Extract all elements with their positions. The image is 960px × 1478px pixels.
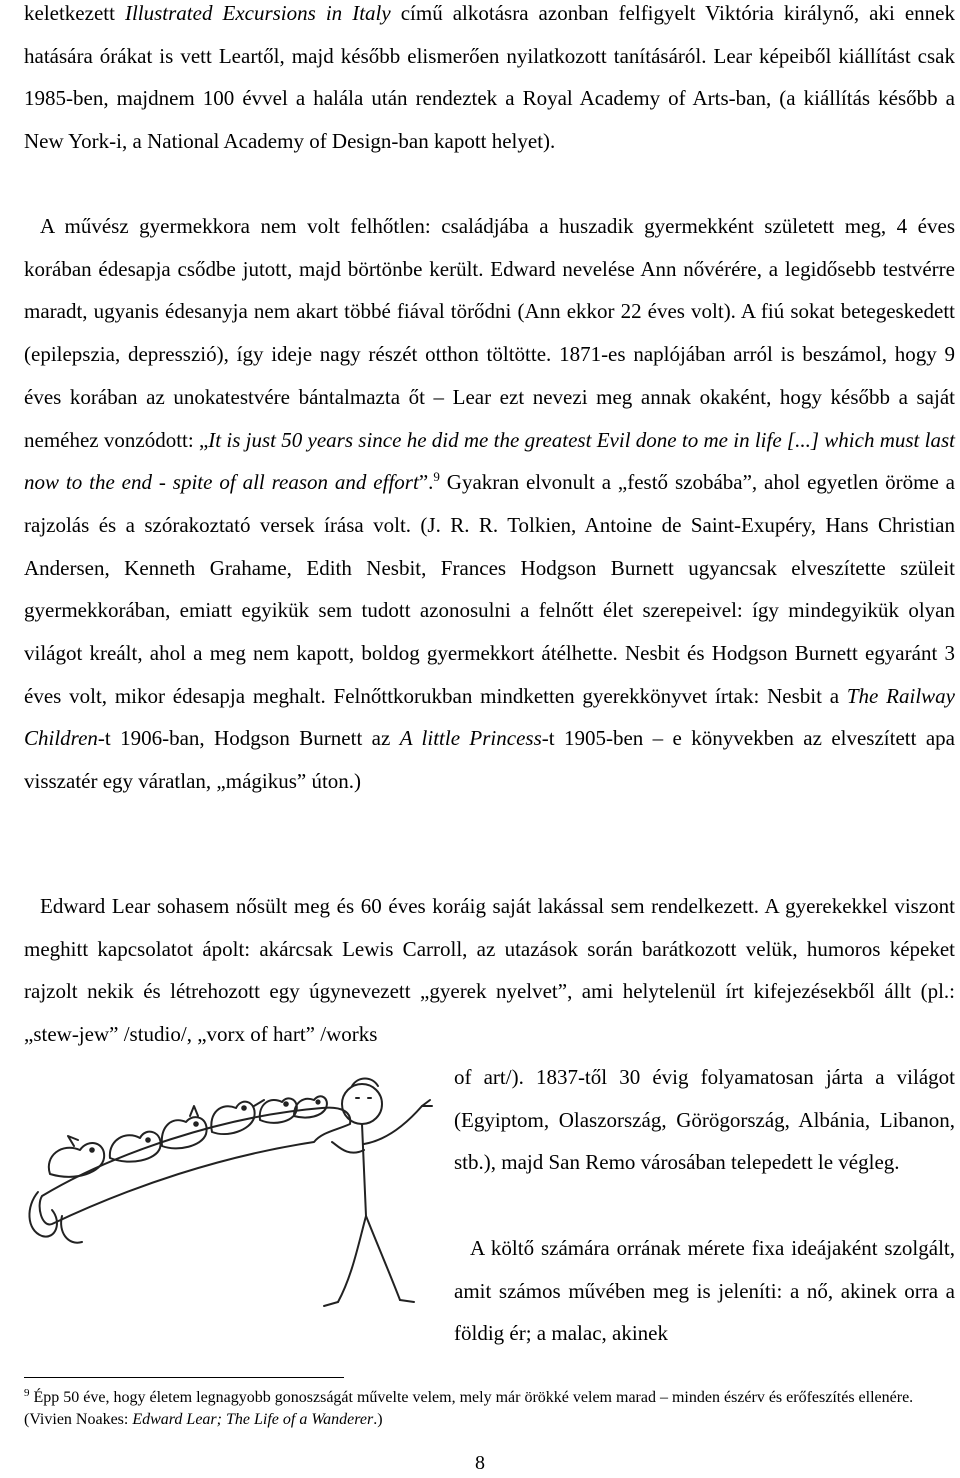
book-title-italic: Illustrated Excursions in Italy [124, 1, 391, 25]
quote-close: ”. [418, 470, 434, 495]
p2-text-c: -t 1906-ban, Hodgson Burnett az [97, 726, 400, 751]
footnote-text: Épp 50 éve, hogy életem legnagyobb gonoszságát művelte velem, mely már örökké velem marad – minden észérv és erőfeszítés ellenére. (Vivien Noakes: [24, 1389, 914, 1428]
lear-long-nose-birds-drawing-icon [22, 1046, 437, 1326]
p3-text-narrow: of art/). 1837-től 30 évig folyamatosan járta a világot (Egyiptom, Olaszország, Görögország, Albánia, Libanon, stb.), majd San Remo városában telepedett le végleg. [454, 1065, 955, 1175]
p3-text: Edward Lear sohasem nősült meg és 60 éves koráig saját lakással sem rendelkezett. A gyerekekkel viszont meghitt kapcsolatot ápolt: akárcsak Lewis Carroll, az utazások során barátkozott velük, humoros képeket rajzolt nekik és létrehozott egy úgynevezett „gyerek nyelvet”, ami helytelenül írt kifejezésekből állt (pl.: „stew-jew” /studio/, „vorx of hart” /works [24, 894, 955, 1047]
paragraph-1 [24, 0, 955, 163]
paragraph-4 [454, 1227, 955, 1355]
paragraph-3-continued [454, 1056, 955, 1184]
p1-text: keletkezett [24, 1, 125, 25]
little-princess-title: A little Princess [399, 726, 542, 751]
footnote-book-title: Edward Lear; The Life of a Wanderer [132, 1411, 374, 1428]
p1-text-rest: című alkotásra azonban felfigyelt Viktória királynő, aki ennek hatására órákat is vett Leartől, majd később elismerően nyilatkozott tanításáról. Lear képeiből kiállítást csak 1985-ben, majdnem 100 évvel a halála után rendeztek a Royal Academy of Arts-ban, (a kiállítás később a New York-i, a National Academy of Design-ban kapott helyet). [24, 1, 955, 154]
diary-quote-italic: It is just 50 years since he did me the greatest Evil done to me in life [...] which must last now to the end - spite of all reason and effort [24, 427, 955, 495]
p2-text-b: Gyakran elvonult a „festő szobába”, ahol egyetlen öröme a rajzolás és a szórakoztató versek írása volt. (J. R. R. Tolkien, Antoine de Saint-Exupéry, Hans Christian Andersen, Kenneth Grahame, Edith Nesbit, Frances Hodgson Burnett ugyancsak elveszítette szüleit gyermekkorában, emiatt egyikük sem tudott azonosulni a felnőtt élet szerepeivel: így mindegyikük olyan világot kreált, ahol a meg nem kapott, boldog gyermekkort átélhette. Nesbit és Hodgson Burnett egyaránt 3 éves volt, mikor édesapja meghalt. Felnőttkorukban mindketten gyerekkönyvet írtak: Nesbit a [24, 470, 955, 708]
footnote-reference: 9 [433, 469, 440, 485]
p2-text-a: A művész gyermekkora nem volt felhőtlen: családjába a huszadik gyermekként született meg, 4 éves korában édesapja csődbe jutott, majd börtönbe került. Edward nevelése Ann nővérére, a legidősebb testvérre maradt, ugyanis édesanyja nem akart többé fiával törődni (Ann ekkor 22 éves volt). A fiú sokat betegeskedett (epilepszia, depresszió), így ideje nagy részét otthon töltötte. 1871-es naplójában arról is beszámol, hogy 9 éves korában az unokatestvére bántalmazta őt – Lear ezt nevezi meg annak okaként, hogy később a saját neméhez vonzódott: „ [24, 214, 955, 452]
p4-text: A költő számára orrának mérete fixa ideájaként szolgált, amit számos művében meg is jeleníti: a nő, akinek orra a földig ér; a malac, akinek [454, 1236, 955, 1346]
footnote-9 [24, 1387, 955, 1431]
paragraph-3 [24, 885, 955, 1056]
p2-text-d: -t 1905-ben – e könyvekben az elveszített apa visszatér egy váratlan, „mágikus” úton.) [24, 726, 955, 794]
paragraph-2 [24, 205, 955, 803]
railway-children-title: The Railway Children [24, 683, 955, 751]
footnote-number: 9 [24, 1387, 30, 1399]
footnote-separator [24, 1377, 344, 1378]
page-number: 8 [475, 1452, 485, 1474]
footnote-text-end: .) [373, 1411, 383, 1428]
